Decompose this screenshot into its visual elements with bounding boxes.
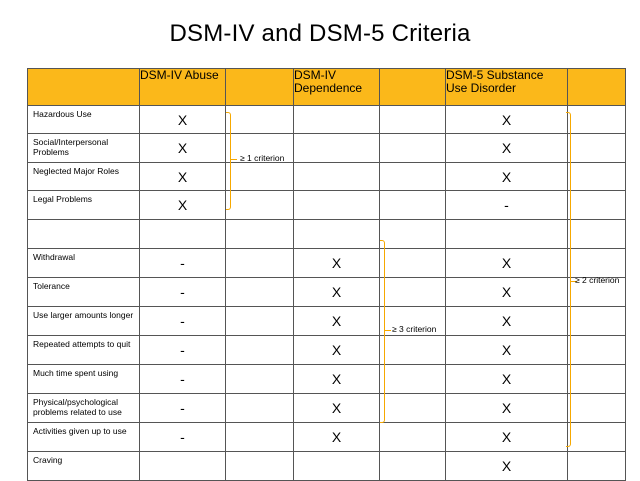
table-row — [28, 336, 626, 365]
criterion-label: Tolerance — [28, 278, 140, 307]
table-row — [28, 106, 626, 134]
dsm5-mark: X — [446, 423, 568, 452]
dependence-mark — [294, 106, 380, 134]
table-row — [28, 394, 626, 423]
header-dsm4-abuse: DSM-IV Abuse — [140, 69, 226, 106]
table-row — [28, 365, 626, 394]
dsm5-mark: X — [446, 249, 568, 278]
table-row — [28, 452, 626, 481]
criteria-table — [27, 68, 626, 481]
dependence-mark — [294, 163, 380, 191]
abuse-mark: - — [140, 249, 226, 278]
dsm5-mark: X — [446, 163, 568, 191]
criterion-label: Neglected Major Roles — [28, 163, 140, 191]
dependence-bracket — [380, 240, 385, 423]
abuse-mark: X — [140, 191, 226, 220]
dsm5-mark: X — [446, 307, 568, 336]
table-row — [28, 220, 626, 249]
abuse-mark — [140, 452, 226, 481]
page-title: DSM-IV and DSM-5 Criteria — [169, 20, 471, 47]
dsm5-mark: X — [446, 106, 568, 134]
dsm5-mark: X — [446, 394, 568, 423]
table-row — [28, 423, 626, 452]
dependence-mark: X — [294, 423, 380, 452]
criterion-label: Social/Interpersonal Problems — [28, 134, 140, 163]
dependence-mark — [294, 191, 380, 220]
dependence-mark — [294, 452, 380, 481]
header-dsm5-sud: DSM-5 Substance Use Disorder — [446, 69, 568, 106]
dsm5-mark: X — [446, 336, 568, 365]
dsm5-mark: X — [446, 278, 568, 307]
header-row — [28, 69, 626, 106]
criterion-label: Hazardous Use — [28, 106, 140, 134]
abuse-mark: X — [140, 163, 226, 191]
abuse-mark: X — [140, 106, 226, 134]
dependence-mark — [294, 134, 380, 163]
dependence-mark: X — [294, 365, 380, 394]
dsm5-mark: - — [446, 191, 568, 220]
abuse-threshold-note: ≥ 1 criterion — [240, 153, 285, 163]
abuse-mark: - — [140, 278, 226, 307]
dsm5-mark — [446, 220, 568, 249]
criterion-label: Legal Problems — [28, 191, 140, 220]
dependence-mark: X — [294, 307, 380, 336]
criterion-label: Repeated attempts to quit — [28, 336, 140, 365]
abuse-mark: X — [140, 134, 226, 163]
dependence-mark: X — [294, 394, 380, 423]
abuse-bracket-tick — [231, 159, 237, 160]
dependence-threshold-note: ≥ 3 criterion — [392, 324, 437, 334]
dependence-bracket-tick — [385, 330, 391, 331]
table-row — [28, 307, 626, 336]
abuse-bracket — [226, 112, 231, 210]
dependence-mark: X — [294, 278, 380, 307]
header-dsm4-dependence: DSM-IV Dependence — [294, 69, 380, 106]
abuse-mark: - — [140, 336, 226, 365]
criterion-label: Physical/psychological problems related to use — [28, 394, 140, 423]
abuse-mark: - — [140, 394, 226, 423]
criterion-label: Craving — [28, 452, 140, 481]
header-abuse-threshold — [226, 69, 294, 106]
table-row — [28, 249, 626, 278]
abuse-mark: - — [140, 307, 226, 336]
header-criteria — [28, 69, 140, 106]
table-row — [28, 191, 626, 220]
dsm5-mark: X — [446, 452, 568, 481]
table-row — [28, 163, 626, 191]
table-row — [28, 134, 626, 163]
dsm5-bracket — [566, 112, 571, 447]
dependence-mark: X — [294, 249, 380, 278]
dsm5-mark: X — [446, 134, 568, 163]
criterion-label — [28, 220, 140, 249]
criterion-label: Activities given up to use — [28, 423, 140, 452]
criterion-label: Withdrawal — [28, 249, 140, 278]
dsm5-threshold-note: ≥ 2 criterion — [575, 275, 620, 285]
criterion-label: Much time spent using — [28, 365, 140, 394]
criterion-label: Use larger amounts longer — [28, 307, 140, 336]
dependence-mark — [294, 220, 380, 249]
dsm5-mark: X — [446, 365, 568, 394]
abuse-mark — [140, 220, 226, 249]
abuse-mark: - — [140, 423, 226, 452]
table-row — [28, 278, 626, 307]
abuse-mark: - — [140, 365, 226, 394]
header-dsm5-threshold — [568, 69, 626, 106]
header-dependence-threshold — [380, 69, 446, 106]
dependence-mark: X — [294, 336, 380, 365]
